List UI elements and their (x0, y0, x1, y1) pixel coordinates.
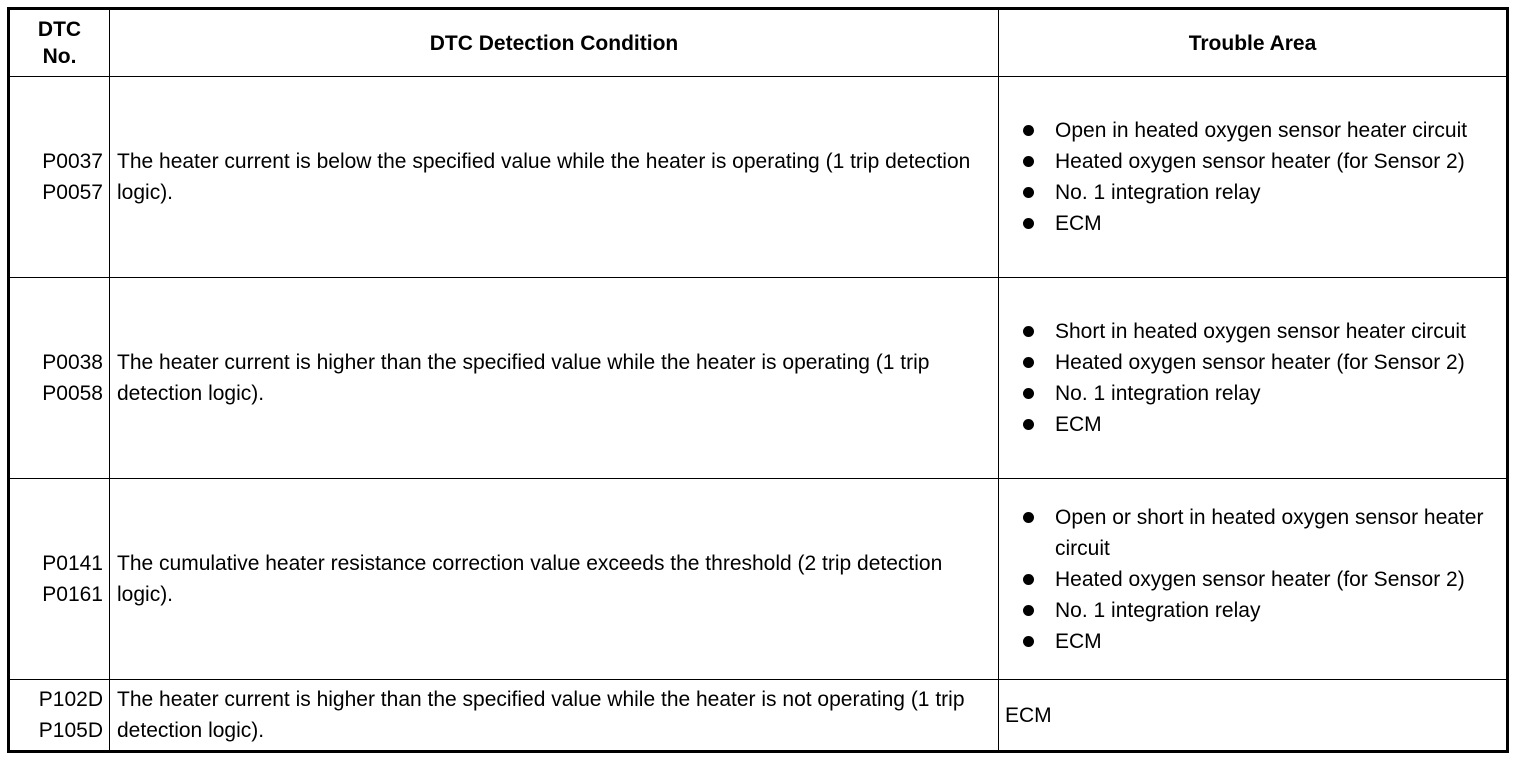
trouble-area-item: Heated oxygen sensor heater (for Sensor 2) (1055, 567, 1465, 591)
detection-condition: The heater current is higher than the specified value while the heater is operating (1 trip detection logic). (110, 278, 999, 479)
bullet-icon (1023, 156, 1034, 167)
dtc-code-cell (9, 278, 110, 479)
table-row (9, 77, 1508, 278)
bullet-icon (1023, 512, 1034, 523)
header-row (9, 9, 1508, 77)
list-item (1005, 595, 1498, 626)
trouble-area-item: ECM (1055, 212, 1102, 235)
detection-condition: The heater current is below the specified value while the heater is operating (1 trip detection logic). (110, 77, 999, 278)
dtc-code-cell (9, 77, 110, 278)
header-dtc-no: DTC No. (9, 9, 110, 77)
list-item (1005, 378, 1498, 409)
dtc-code-cell (9, 479, 110, 680)
trouble-area-cell (999, 479, 1508, 680)
list-item (1005, 146, 1498, 177)
trouble-area-item: ECM (1055, 629, 1102, 653)
bullet-icon (1023, 605, 1034, 616)
header-detection-condition: DTC Detection Condition (110, 9, 999, 77)
bullet-icon (1023, 125, 1034, 136)
dtc-code: P0161 (42, 583, 103, 606)
bullet-icon (1023, 326, 1034, 337)
list-item (1005, 502, 1498, 564)
bullet-icon (1023, 574, 1034, 585)
trouble-area-item: Open or short in heated oxygen sensor heater circuit (1055, 505, 1484, 560)
table-row (9, 479, 1508, 680)
bullet-icon (1023, 636, 1034, 647)
bullet-icon (1023, 218, 1034, 229)
trouble-area-cell (999, 278, 1508, 479)
list-item (1005, 316, 1498, 347)
trouble-area-item: ECM (1055, 413, 1102, 436)
detection-condition: The heater current is higher than the specified value while the heater is not operating (1 trip detection logic). (110, 680, 999, 752)
dtc-table (7, 7, 1509, 753)
dtc-code: P0038 (42, 351, 103, 374)
list-item (1005, 115, 1498, 146)
trouble-area-item: No. 1 integration relay (1055, 598, 1261, 622)
header-trouble-area: Trouble Area (999, 9, 1508, 77)
trouble-area-item: No. 1 integration relay (1055, 382, 1261, 405)
trouble-area-item: Heated oxygen sensor heater (for Sensor 2) (1055, 351, 1465, 374)
trouble-area-list (1005, 316, 1498, 440)
bullet-icon (1023, 419, 1034, 430)
list-item (1005, 626, 1498, 657)
bullet-icon (1023, 357, 1034, 368)
list-item (1005, 177, 1498, 208)
trouble-area-text: ECM (999, 680, 1508, 752)
dtc-code: P102D (38, 688, 103, 711)
dtc-code: P105D (38, 719, 103, 742)
trouble-area-item: Open in heated oxygen sensor heater circuit (1055, 119, 1468, 142)
table-row (9, 680, 1508, 752)
list-item (1005, 409, 1498, 440)
trouble-area-cell (999, 77, 1508, 278)
dtc-code: P0141 (42, 552, 103, 575)
detection-condition: The cumulative heater resistance correction value exceeds the threshold (2 trip detection logic). (110, 479, 999, 680)
trouble-area-list (1005, 115, 1498, 239)
dtc-code: P0037 (42, 150, 103, 173)
trouble-area-list (1005, 502, 1498, 657)
dtc-code: P0057 (42, 181, 103, 204)
trouble-area-item: No. 1 integration relay (1055, 181, 1261, 204)
table-row (9, 278, 1508, 479)
bullet-icon (1023, 388, 1034, 399)
list-item (1005, 208, 1498, 239)
trouble-area-item: Heated oxygen sensor heater (for Sensor 2) (1055, 150, 1465, 173)
list-item (1005, 347, 1498, 378)
trouble-area-item: Short in heated oxygen sensor heater circuit (1055, 320, 1466, 343)
dtc-code: P0058 (42, 382, 103, 405)
bullet-icon (1023, 187, 1034, 198)
list-item (1005, 564, 1498, 595)
dtc-code-cell (9, 680, 110, 752)
